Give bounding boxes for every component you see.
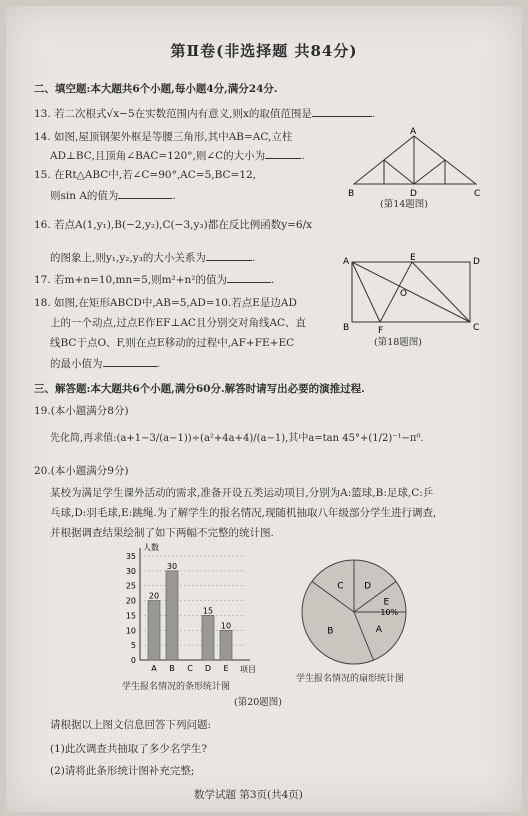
- question-17: 17. 若m+n=10,mn=5,则m²+n²的值为 .: [34, 274, 275, 286]
- svg-text:O: O: [400, 289, 408, 299]
- bar-E: [220, 630, 232, 660]
- figure-14-roof-truss: [346, 126, 496, 206]
- page-title: 第Ⅱ卷(非选择题 共84分): [170, 42, 358, 60]
- pie-slice-percent-E: 10%: [380, 607, 399, 617]
- svg-text:F: F: [378, 326, 384, 336]
- pie-slice-label-B: B: [327, 626, 334, 637]
- bar-chart-title: 学生报名情况的条形统计图: [122, 682, 231, 692]
- question-13: 13. 若二次根式√x−5在实数范围内有意义,则x的取值范围是 .: [34, 108, 376, 120]
- question-20-header: 20.(本小题满分9分): [34, 465, 129, 477]
- y-tick-label: 15: [125, 611, 136, 621]
- question-20-prompt: 请根据以上图文信息回答下列问题:: [50, 719, 212, 731]
- x-tick-label: D: [204, 664, 212, 673]
- section-fill-blank-heading: 二、填空题:本大题共6个小题,每小题4分,满分24分.: [34, 83, 278, 95]
- question-17-text: 17. 若m+n=10,mn=5,则m²+n²的值为: [34, 274, 228, 286]
- question-18-line1: 18. 如图,在矩形ABCD中,AB=5,AD=10.若点E是边AD: [34, 297, 297, 309]
- pie-slice-label-C: C: [337, 581, 344, 592]
- y-tick-label: 20: [125, 596, 136, 606]
- answer-blank-16: [206, 250, 252, 261]
- question-15-line2: 则sin A的值为 .: [50, 190, 176, 202]
- section-answer-heading: 三、解答题:本大题共6个小题,满分60分.解答时请写出必要的演推过程.: [34, 383, 365, 395]
- y-tick-label: 5: [130, 641, 136, 651]
- question-14-line1: 14. 如图,屋顶钢架外框是等腰三角形,其中AB=AC,立柱: [34, 131, 293, 143]
- y-tick-label: 25: [125, 581, 136, 591]
- svg-text:E: E: [410, 253, 416, 263]
- pie-chart-title: 学生报名情况的扇形统计图: [296, 674, 405, 684]
- bar-chart: [110, 538, 270, 688]
- figure-14-caption: (第14题图): [380, 199, 429, 210]
- question-14-line2: AD⊥BC,且顶角∠BAC=120°,则∠C的大小为 .: [50, 150, 305, 162]
- question-14-text: AD⊥BC,且顶角∠BAC=120°,则∠C的大小为: [50, 150, 266, 162]
- x-axis-label: 项目: [240, 665, 256, 674]
- y-tick-label: 0: [130, 656, 136, 665]
- svg-text:D: D: [410, 189, 417, 199]
- svg-text:D: D: [473, 257, 480, 267]
- pie-chart: [296, 554, 416, 670]
- bar-B: [166, 571, 178, 660]
- bar-value-label: 10: [220, 621, 232, 631]
- answer-blank-13: [312, 106, 372, 117]
- question-16-text: 的图象上,则y₁,y₂,y₃的大小关系为: [50, 252, 206, 264]
- pie-slice-label-A: A: [375, 624, 382, 635]
- question-18-line2: 上的一个动点,过点E作EF⊥AC且分别交对角线AC、直: [50, 317, 307, 329]
- y-tick-label: 30: [125, 566, 136, 576]
- question-20-line1: 某校为满足学生课外活动的需求,准备开设五类运动项目,分别为A:篮球,B:足球,C:乒: [50, 487, 434, 499]
- figure-20-caption: (第20题图): [234, 697, 283, 708]
- bar-A: [148, 601, 160, 660]
- question-19-text: 先化简,再求值:(a+1−3/(a−1))÷(a²+4a+4)/(a−1),其中a=tan 45°+(1/2)⁻¹−π⁰.: [50, 433, 424, 444]
- x-tick-label: C: [187, 664, 193, 673]
- x-tick-label: A: [151, 664, 157, 673]
- svg-text:A: A: [410, 127, 417, 137]
- question-18-text: 的最小值为: [50, 358, 103, 370]
- question-19-header: 19.(本小题满分8分): [34, 405, 129, 417]
- y-tick-label: 10: [125, 626, 136, 636]
- x-tick-label: B: [169, 664, 175, 673]
- svg-text:A: A: [343, 257, 350, 267]
- figure-18-caption: (第18题图): [374, 337, 423, 348]
- question-13-text: 13. 若二次根式√x−5在实数范围内有意义,则x的取值范围是: [34, 108, 312, 120]
- bar-value-label: 30: [166, 561, 178, 571]
- pie-slice-label-E: E: [383, 597, 390, 608]
- answer-blank-15: [118, 188, 172, 199]
- question-15-line1: 15. 在Rt△ABC中,若∠C=90°,AC=5,BC=12,: [34, 169, 257, 181]
- question-18-line3: 线BC于点O、F,则在点E移动的过程中,AF+FE+EC: [50, 337, 295, 349]
- pie-slice-label-D: D: [364, 581, 372, 592]
- svg-text:B: B: [348, 189, 355, 199]
- answer-blank-14: [265, 148, 301, 159]
- question-20-part2: (2)请将此条形统计图补充完整;: [50, 765, 195, 777]
- page-footer: 数学试题 第3页(共4页): [194, 789, 303, 801]
- truss-outer-triangle: [354, 136, 476, 184]
- svg-text:C: C: [474, 189, 481, 199]
- bar-D: [202, 615, 214, 660]
- svg-text:C: C: [473, 323, 480, 333]
- question-18-line4: 的最小值为 .: [50, 358, 160, 370]
- question-15-text: 则sin A的值为: [50, 190, 119, 202]
- svg-text:B: B: [343, 323, 350, 333]
- bar-value-label: 15: [202, 606, 214, 616]
- figure-18-rectangle: [340, 252, 490, 336]
- question-20-part1: (1)此次调查共抽取了多少名学生?: [50, 743, 208, 755]
- question-16-line2: 的图象上,则y₁,y₂,y₃的大小关系为 .: [50, 252, 256, 264]
- bar-value-label: 20: [148, 591, 160, 601]
- question-20-line2: 乓球,D:羽毛球,E:跳绳.为了解学生的报名情况,现随机抽取八年级部分学生进行调查,: [50, 507, 437, 519]
- y-axis-label: 人数: [143, 543, 159, 552]
- question-20-line3: 并根据调查结果绘制了如下两幅不完整的统计图.: [50, 527, 274, 539]
- answer-blank-18: [103, 356, 157, 367]
- y-tick-label: 35: [125, 552, 136, 561]
- question-16-line1: 16. 若点A(1,y₁),B(−2,y₂),C(−3,y₃)都在反比例函数y=6/x: [34, 219, 313, 231]
- answer-blank-17: [227, 272, 271, 283]
- exam-page: [6, 6, 522, 812]
- x-tick-label: E: [223, 664, 229, 673]
